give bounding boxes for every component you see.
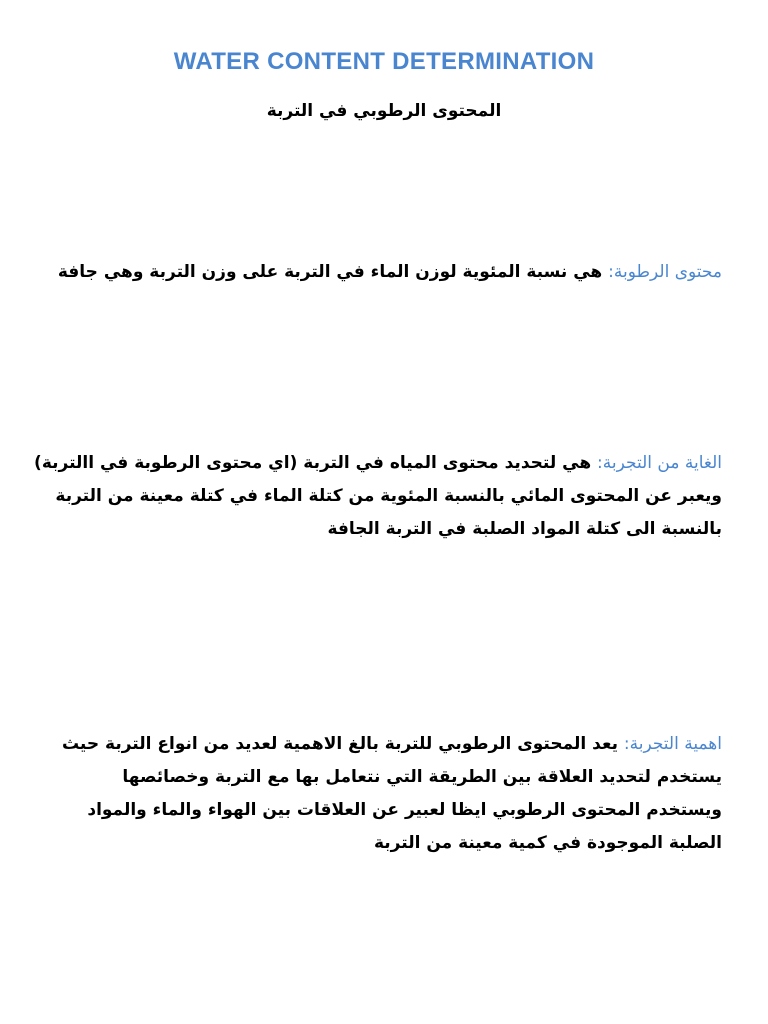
section-text: يعد المحتوى الرطوبي للتربة بالغ الاهمية لعديد من انواع التربة حيث يستخدم لتحديد العلاقة بين الطريقة التي نتعامل بها مع التربة وخصائصها ويستخدم المحتوى الرطوبي ايظا لعبير عن العلاقات بين الهواء والماء والمواد الصلبة الموجودة في كمية معينة من التربة: [61, 734, 722, 853]
section-text: هي نسبة المئوية لوزن الماء في التربة على وزن التربة وهي جافة: [57, 262, 603, 282]
section-moisture-content: [42, 256, 722, 289]
section-test-importance: [42, 728, 722, 860]
section-label: اهمية التجربة:: [623, 734, 722, 754]
document-subtitle: المحتوى الرطوبي في التربة: [266, 101, 502, 121]
document-title: WATER CONTENT DETERMINATION: [173, 48, 595, 75]
section-label: الغاية من التجربة:: [597, 453, 722, 473]
section-test-purpose: [17, 447, 722, 546]
section-label: محتوى الرطوبة:: [608, 262, 722, 282]
section-text: هي لتحديد محتوى المياه في التربة (اي محتوى الرطوبة في االتربة) ويعبر عن المحتوى المائي بالنسبة المئوية من كتلة الماء في كتلة معينة من التربة بالنسبة الى كتلة المواد الصلبة في التربة الجافة: [34, 453, 722, 539]
